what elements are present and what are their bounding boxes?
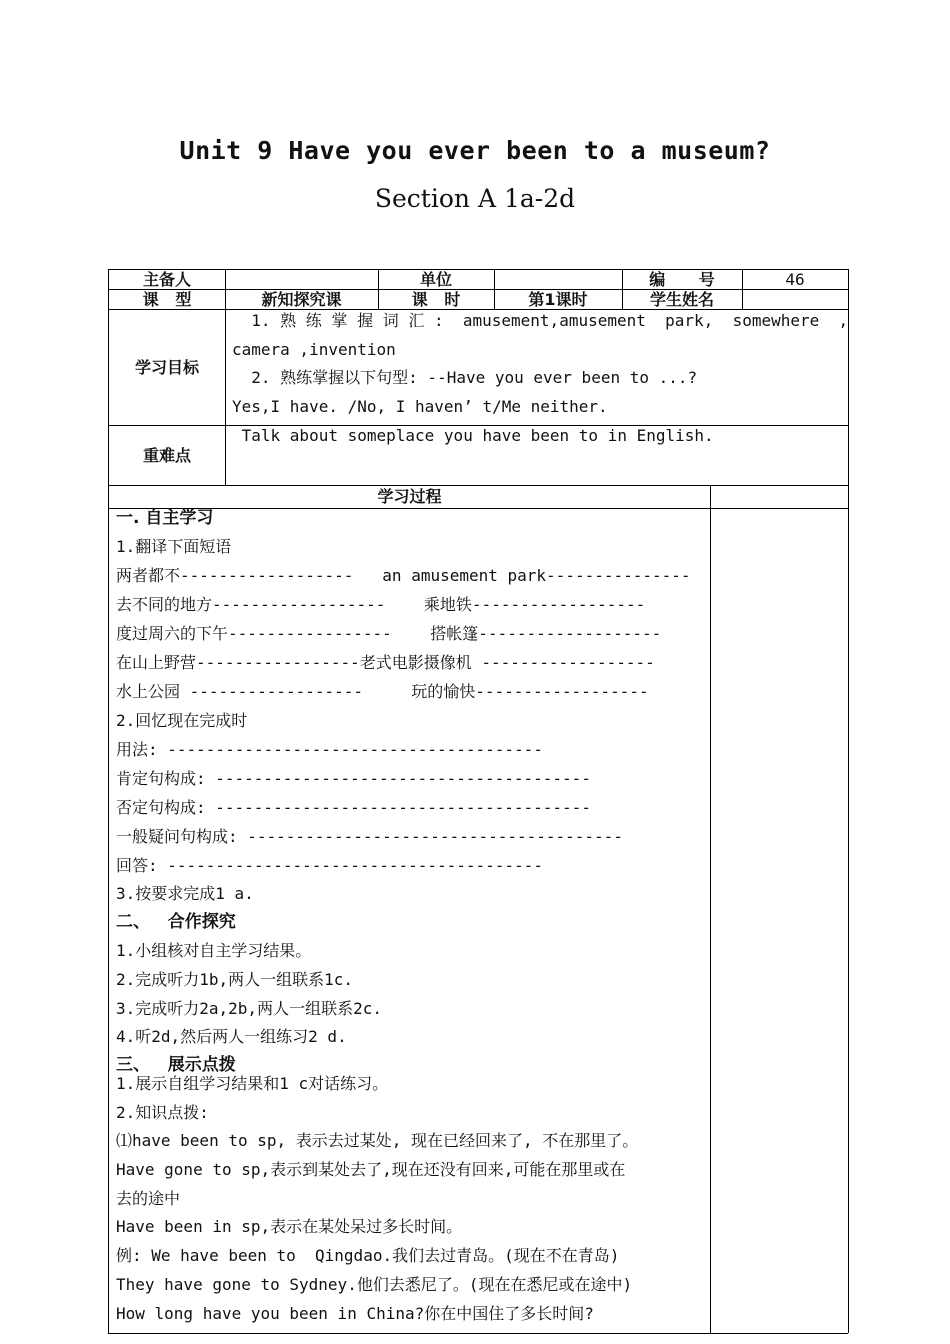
process-line: 肯定句构成: ---------------------------------------: [116, 769, 591, 788]
goals-line-4: Yes,I have. /No, I haven’ t/Me neither.: [232, 397, 608, 416]
process-line: ⑴have been to sp, 表示去过某处, 现在已经回来了, 不在那里了。: [116, 1131, 639, 1150]
process-line: 二、 合作探究: [116, 912, 236, 932]
process-line: 1.翻译下面短语: [116, 537, 232, 556]
process-line: 度过周六的下午----------------- 搭帐篷-------------------: [116, 624, 662, 643]
document-title: Unit 9 Have you ever been to a museum?: [179, 136, 771, 165]
process-line: 回答: ---------------------------------------: [116, 856, 543, 875]
number-value: 46: [785, 270, 805, 289]
process-line: 4.听2d,然后两人一组练习2 d.: [116, 1027, 347, 1046]
goals-line-2: camera ,invention: [232, 340, 396, 359]
number-label: 编 号: [649, 270, 715, 289]
process-line: 去不同的地方------------------ 乘地铁------------------: [116, 595, 646, 614]
process-line: Have gone to sp,表示到某处去了,现在还没有回来,可能在那里或在: [116, 1160, 626, 1179]
student-name-label: 学生姓名: [649, 290, 714, 309]
type-label: 课 型: [142, 290, 192, 309]
process-line: 用法: ---------------------------------------: [116, 740, 543, 759]
goals-line-3: 2. 熟练掌握以下句型: --Have you ever been to ...?: [232, 368, 698, 387]
table-row-divider: [108, 485, 848, 486]
preparer-label: 主备人: [142, 270, 191, 289]
process-line: 2.知识点拨:: [116, 1103, 209, 1122]
process-line: 例: We have been to Qingdao.我们去过青岛。(现在不在青岛): [116, 1246, 620, 1265]
process-line: 1.展示自组学习结果和1 c对话练习。: [116, 1074, 389, 1093]
unit-label: 单位: [419, 270, 452, 289]
process-line: 三、 展示点拨: [116, 1055, 236, 1075]
process-line: 在山上野营-----------------老式电影摄像机 ------------------: [116, 653, 655, 672]
key-points-label: 重难点: [142, 446, 191, 465]
process-line: 3.完成听力2a,2b,两人一组联系2c.: [116, 999, 382, 1018]
process-line: Have been in sp,表示在某处呆过多长时间。: [116, 1217, 463, 1236]
process-line: 3.按要求完成1 a.: [116, 884, 254, 903]
process-line: 水上公园 ------------------ 玩的愉快------------------: [116, 682, 649, 701]
document-subtitle: Section A 1a-2d: [374, 184, 576, 213]
period-value: 第1课时: [528, 290, 588, 309]
table-border-right: [848, 269, 849, 1333]
key-points-text: Talk about someplace you have been to in English.: [232, 426, 714, 445]
period-label: 课 时: [411, 290, 461, 309]
process-line: 2.回忆现在完成时: [116, 711, 248, 730]
process-line: They have gone to Sydney.他们去悉尼了。(现在在悉尼或在途中): [116, 1275, 633, 1294]
process-line: 一般疑问句构成: ---------------------------------------: [116, 827, 623, 846]
process-line: 一. 自主学习: [116, 508, 214, 528]
table-border-bottom: [108, 1333, 848, 1334]
type-value: 新知探究课: [261, 290, 342, 309]
table-border-left: [108, 269, 109, 1333]
process-line: How long have you been in China?你在中国住了多长时间?: [116, 1304, 594, 1323]
process-line: 去的途中: [116, 1189, 181, 1208]
process-line: 否定句构成: ---------------------------------------: [116, 798, 591, 817]
goals-line-1: 1. 熟 练 掌 握 词 汇 : amusement,amusement park, somewhere ,: [232, 311, 849, 330]
table-row-divider: [108, 508, 848, 509]
process-line: 1.小组核对自主学习结果。: [116, 941, 312, 960]
process-line: 两者都不------------------ an amusement park---------------: [116, 566, 691, 585]
table-col-divider: [710, 485, 711, 1333]
goals-label: 学习目标: [134, 358, 199, 377]
process-line: 2.完成听力1b,两人一组联系1c.: [116, 970, 354, 989]
process-heading: 学习过程: [377, 487, 442, 506]
